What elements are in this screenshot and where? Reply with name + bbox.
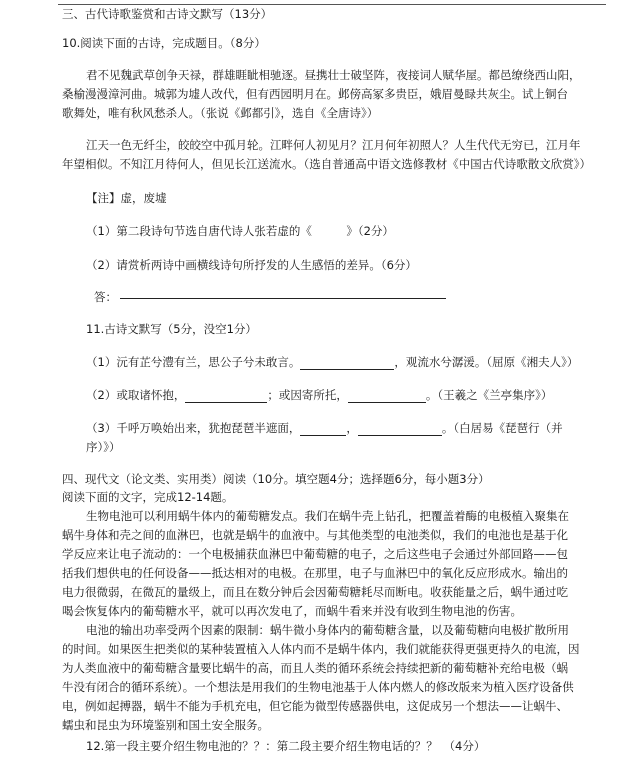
answer-field[interactable] xyxy=(120,298,446,299)
para1-line-1: 生物电池可以利用蜗牛体内的葡萄糖发点。我们在蜗牛壳上钻孔，把覆盖着酶的电极植入聚集在 xyxy=(86,509,569,523)
answer-label: 答： xyxy=(94,290,117,304)
q11-2-text-c: 。（王羲之《兰亭集序》） xyxy=(425,388,553,402)
poem1-line-1: 君不见魏武草创争天禄，群雄睚眦相驰逐。昼携壮士破坚阵，夜接词人赋华屋。都邑缭绕西山阳， xyxy=(86,68,581,82)
q11-2-blank-2[interactable] xyxy=(348,390,426,403)
q11-2-blank-1[interactable] xyxy=(185,390,267,403)
q11-3-blank-2[interactable] xyxy=(358,423,442,436)
question-10-1: （1）第二段诗句节选自唐代诗人张若虚的《 》（2分） xyxy=(86,224,394,238)
para1-line-3: 学反应来让电子流动的：一个电极捕获血淋巴中葡萄糖的电子，之后这些电子会通过外部回路——包 xyxy=(62,547,568,561)
question-11-3-end: 序）》） xyxy=(86,440,121,454)
poem1-line-2: 桑榆漫漫漳河曲。城郭为墟人改代，但有西园明月在。邺傍高冢多贵臣，娥眉曼睩共灰尘。试上铜台 xyxy=(62,87,568,101)
question-12: 12.第一段主要介绍生物电池的？？：第二段主要介绍生物电话的？？ （4分） xyxy=(86,739,486,753)
section-4-intro: 阅读下面的文字，完成12-14题。 xyxy=(62,490,234,504)
question-10-2: （2）请赏析两诗中画横线诗句所抒发的人生感悟的差异。（6分） xyxy=(86,258,417,272)
q11-2-text-a: （2）或取诸怀抱， xyxy=(86,388,186,402)
question-11-1 xyxy=(86,355,578,370)
para2-line-6: 蠕虫和昆虫为环境鉴别和国土安全服务。 xyxy=(62,718,269,732)
q11-3-text-b: ， xyxy=(346,421,358,435)
q11-1-text-a: （1）沅有芷兮澧有兰，思公子兮未敢言。 xyxy=(86,355,301,369)
q11-3-text-a: （3）千呼万唤始出来，犹抱琵琶半遮面， xyxy=(86,421,301,435)
para2-line-3: 为人类血液中的葡萄糖含量要比蜗牛的高，而且人类的循环系统会持续把新的葡萄糖补充给电极（蜗 xyxy=(62,661,568,675)
poem1-line-3: 歌舞处，唯有秋风愁杀人。（张说《邺都引》，选自《全唐诗》） xyxy=(62,106,379,120)
para1-line-5: 电力很微弱，在微瓦的量级上，而且在数分钟后会因葡萄糖耗尽而断电。收获能量之后，蜗牛通过吃 xyxy=(62,585,568,599)
para2-line-4: 牛没有闭合的循环系统）。一个想法是用我们的生物电池基于人体内燃人的修改版来为植入医疗设备供 xyxy=(62,680,574,694)
poem2-line-2: 年望相似。不知江月待何人，但见长江送流水。（选自普通高中语文选修教材《中国古代诗歌散文欣赏》） xyxy=(62,157,591,171)
q11-2-text-b: ；或因寄所托， xyxy=(267,388,348,402)
para1-line-2: 蜗牛身体和壳之间的血淋巴，也就是蜗牛的血液中。与其他类型的电池类似，我们的电池也是基于化 xyxy=(62,528,568,542)
q11-1-text-b: ，观流水兮潺湲。（屈原《湘夫人》） xyxy=(394,355,579,369)
q11-1-blank[interactable] xyxy=(300,357,394,370)
question-11-title: 11.古诗文默写（5分，没空1分） xyxy=(86,322,257,336)
question-11-2 xyxy=(86,388,552,403)
poem2-line-1: 江天一色无纤尘，皎皎空中孤月轮。江畔何人初见月？江月何年初照人？人生代代无穷已，江月年 xyxy=(86,138,581,152)
para1-line-4: 括我们想供电的任何设备——抵达相对的电极。在那里，电子与血淋巴中的氧化反应形成水。输出的 xyxy=(62,566,568,580)
para2-line-2: 的时间。如果医生把类似的某种装置植入人体内而不是蜗牛体内，我们就能获得更强更持久的电流，因 xyxy=(62,642,580,656)
section-3-title: 三、古代诗歌鉴赏和古诗文默写（13分） xyxy=(62,7,273,21)
para1-line-6: 喝会恢复体内的葡萄糖水平，就可以再次发电了，而蜗牛看来并没有收到生物电池的伤害。 xyxy=(62,604,522,618)
header-rule xyxy=(58,4,606,5)
q11-3-blank-1[interactable] xyxy=(300,423,346,436)
section-4-title: 四、现代文（论文类、实用类）阅读（10分。填空题4分；选择题6分，每小题3分） xyxy=(62,472,490,486)
question-10-title: 10.阅读下面的古诗，完成题目。（8分） xyxy=(62,36,266,50)
para2-line-5: 电，例如起搏器，蜗牛不能为手机充电，但它能为微型传感器供电，这促成另一个想法——让蜗牛、 xyxy=(62,699,568,713)
question-11-3 xyxy=(86,421,563,436)
note: 【注】虚，废墟 xyxy=(86,191,167,205)
q11-3-text-c: 。（白居易《琵琶行（并 xyxy=(441,421,563,435)
para2-line-1: 电池的输出功率受两个因素的限制：蜗牛微小身体内的葡萄糖含量，以及葡萄糖向电极扩散所用 xyxy=(86,623,569,637)
